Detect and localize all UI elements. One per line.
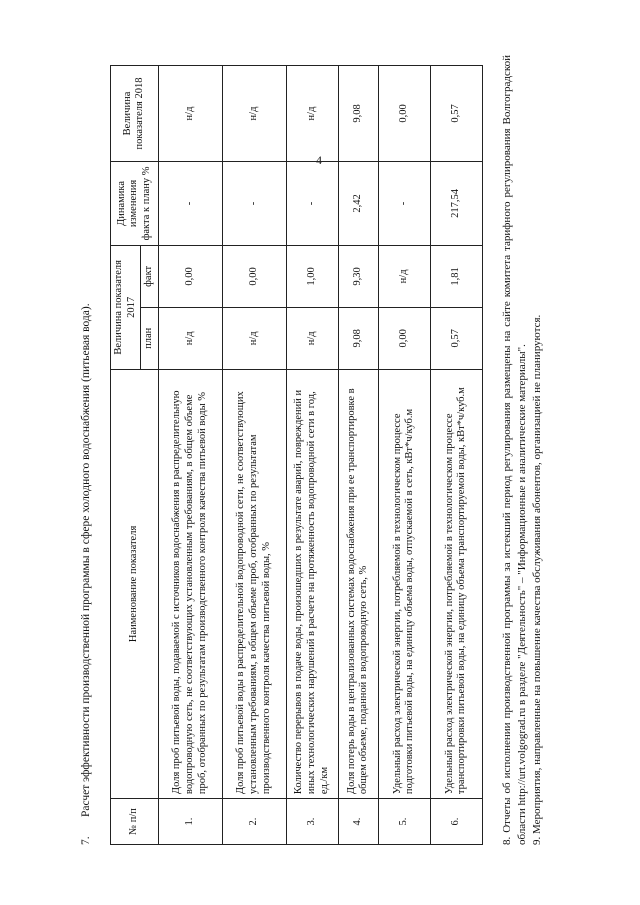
page-number: 4 bbox=[316, 153, 322, 167]
efficiency-table bbox=[110, 65, 483, 845]
row-plan: н/д bbox=[286, 307, 338, 369]
row-dynamics: 217,54 bbox=[430, 161, 482, 245]
row-fact: 1,81 bbox=[430, 245, 482, 307]
table-row bbox=[158, 66, 222, 845]
row-value-2018: 0,00 bbox=[378, 66, 430, 162]
row-plan: н/д bbox=[222, 307, 286, 369]
row-num: 6. bbox=[430, 799, 482, 845]
note-item: 9. Мероприятия, направленные на повышение качества обслуживания абонентов, организацией не планируются. bbox=[530, 314, 543, 845]
row-value-2018: 0,57 bbox=[430, 66, 482, 162]
header-value-2018: Величина показателя 2018 bbox=[111, 66, 159, 162]
row-fact: н/д bbox=[378, 245, 430, 307]
table-row bbox=[430, 66, 482, 845]
row-name: Количество перерывов в подаче воды, произошедших в результате аварий, повреждений и иных технологических нарушений в расчете на протяженность водопроводной сети в год, ед./км bbox=[286, 369, 338, 798]
section-number: 7. bbox=[80, 836, 92, 845]
table-row bbox=[222, 66, 286, 845]
row-dynamics: - bbox=[222, 161, 286, 245]
row-num: 5. bbox=[378, 799, 430, 845]
row-plan: н/д bbox=[158, 307, 222, 369]
row-value-2018: н/д bbox=[286, 66, 338, 162]
table-row bbox=[286, 66, 338, 845]
row-num: 4. bbox=[338, 799, 378, 845]
notes-section bbox=[500, 55, 545, 845]
row-num: 3. bbox=[286, 799, 338, 845]
row-fact: 0,00 bbox=[158, 245, 222, 307]
row-name: Доля проб питьевой воды в распределительной водопроводной сети, не соответствующих установленным требованиям, в общем объеме проб, отобранных по результатам производственного контроля качества питьевой воды, % bbox=[222, 369, 286, 798]
table-row bbox=[338, 66, 378, 845]
row-fact: 1,00 bbox=[286, 245, 338, 307]
note-item: 8. Отчеты об исполнении производственной программы за истекший период регулирования размещены на сайте комитета тарифного регулирования Волгоградской области http://urt.volgograd.ru в разделе "Деятельность" – "Информационные и аналитические материалы". bbox=[501, 55, 528, 845]
row-dynamics: 2,42 bbox=[338, 161, 378, 245]
header-dynamics: Динамика изменения факта к плану % bbox=[111, 161, 159, 245]
row-dynamics: - bbox=[286, 161, 338, 245]
header-num: № п/п bbox=[111, 799, 159, 845]
header-name: Наименование показателя bbox=[111, 369, 159, 798]
section-heading bbox=[80, 303, 92, 845]
row-plan: 0,00 bbox=[378, 307, 430, 369]
row-fact: 0,00 bbox=[222, 245, 286, 307]
row-plan: 0,57 bbox=[430, 307, 482, 369]
row-value-2018: н/д bbox=[222, 66, 286, 162]
row-name: Доля потерь воды в централизованных системах водоснабжения при ее транспортировке в общем объеме, поданной в водопроводную сеть, % bbox=[338, 369, 378, 798]
row-dynamics: - bbox=[378, 161, 430, 245]
section-title: Расчет эффективности производственной программы в сфере холодного водоснабжения (питьевая вода). bbox=[80, 303, 92, 817]
header-value-2017: Величина показателя 2017 bbox=[111, 245, 141, 369]
row-value-2018: 9,08 bbox=[338, 66, 378, 162]
header-plan: план bbox=[141, 307, 159, 369]
row-dynamics: - bbox=[158, 161, 222, 245]
header-fact: факт bbox=[141, 245, 159, 307]
row-name: Удельный расход электрической энергии, потребляемой в технологическом процессе подготовки питьевой воды, на единицу объема воды, отпускаемой в сеть, кВт*ч/куб.м bbox=[378, 369, 430, 798]
row-num: 2. bbox=[222, 799, 286, 845]
table-row bbox=[378, 66, 430, 845]
row-plan: 9,08 bbox=[338, 307, 378, 369]
row-value-2018: н/д bbox=[158, 66, 222, 162]
row-num: 1. bbox=[158, 799, 222, 845]
row-name: Доля проб питьевой воды, подаваемой с источников водоснабжения в распределительную водопроводную сеть, не соответствующих установленным требованиям, в общем объеме проб, отобранных по результатам производственного контроля качества питьевой воды % bbox=[158, 369, 222, 798]
table-header-row bbox=[111, 66, 141, 845]
row-name: Удельный расход электрической энергии, потребляемой в технологическом процессе транспортировки питьевой воды, на единицу объема транспортируемой воды, кВт*ч/куб.м bbox=[430, 369, 482, 798]
row-fact: 9,30 bbox=[338, 245, 378, 307]
